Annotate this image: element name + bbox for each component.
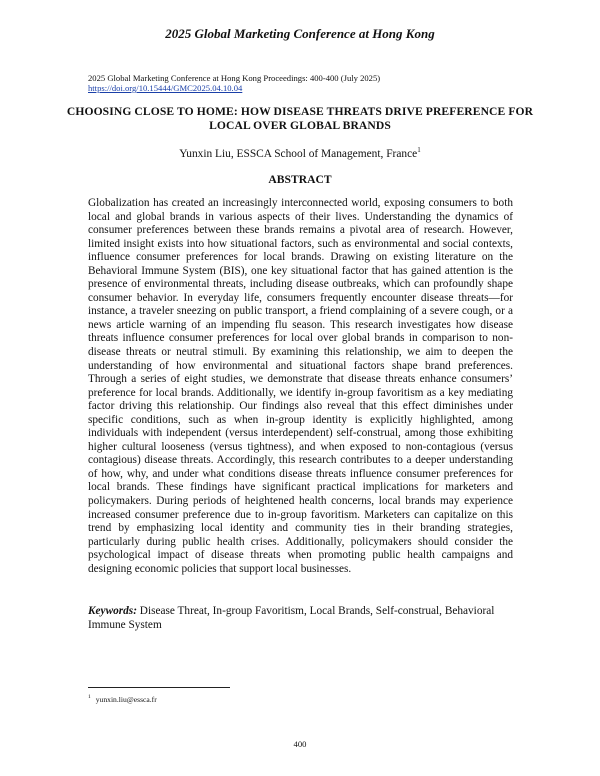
abstract-heading: ABSTRACT (268, 173, 332, 186)
footnote-divider (88, 687, 230, 688)
page-number: 400 (293, 739, 307, 749)
conference-header-title: 2025 Global Marketing Conference at Hong Kong (165, 26, 435, 41)
running-header (0, 0, 600, 56)
footnote-marker: 1 (88, 694, 91, 701)
keywords-section (88, 605, 513, 632)
proceedings-citation: 2025 Global Marketing Conference at Hong Kong Proceedings: 400-400 (July 2025) (88, 73, 381, 83)
footnote-email: yunxin.liu@essca.fr (95, 695, 157, 704)
author-line (0, 148, 600, 160)
keywords-list: Disease Threat, In-group Favoritism, Local Brands, Self-construal, Behavioral Immune System (88, 605, 495, 631)
abstract-body: Globalization has created an increasingly interconnected world, exposing consumers to both local and global brands in various aspects of their lives. Understanding the dynamics of consumer preferences between these brands remains a pivotal area of research. However, limited insight exists into how situational factors, such as environmental and social contexts, influence consumer preferences for local brands. Drawing on existing literature on the Behavioral Immune System (BIS), one key situational factor that has gained attention is the presence of environmental threats, including disease outbreaks, which can profoundly shape consumer behavior. In everyday life, consumers frequently encounter disease threats—for instance, a traveler sneezing on public transport, a friend complaining of a severe cough, or a news article warning of an impending flu season. This research investigates how disease threats influence consumer preferences for local over global brands in comparison to non-disease threats or neutral stimuli. By examining this relationship, we aim to deepen the understanding of how environmental and situational factors shape brand preferences. Through a series of eight studies, we demonstrate that disease threats enhance consumers’ preference for local brands. Additionally, we identify in-group favoritism as a key mediating factor driving this relationship. Our findings also reveal that this effect diminishes under specific conditions, such as when in-group identity is explicitly highlighted, among individuals with independent (versus interdependent) self-construal, among those exhibiting higher cultural looseness (versus tightness), and when exposed to non-contagious (versus contagious) disease threats. Accordingly, this research contributes to a deeper understanding of how, why, and under what conditions disease threats influence consumer preferences for local brands. These findings have significant practical implications for marketers and policymakers. During periods of heightened health concerns, local brands may experience increased consumer preference due to in-group favoritism. Marketers can capitalize on this trend by emphasizing local identity and community ties in their branding strategies, particularly during public health crises. Additionally, policymakers should consider the psychological impact of disease threats when promoting public health campaigns and designing economic policies that support local businesses. (88, 197, 513, 575)
paper-title: CHOOSING CLOSE TO HOME: HOW DISEASE THREATS DRIVE PREFERENCE FOR LOCAL OVER GLOBAL BRANDS (66, 105, 534, 132)
author-footnote-marker: 1 (417, 146, 421, 155)
doi-link[interactable]: https://doi.org/10.15444/GMC2025.04.10.04 (88, 83, 243, 93)
footnote (88, 695, 157, 704)
author-name-affiliation: Yunxin Liu, ESSCA School of Management, France (179, 148, 418, 160)
keywords-label: Keywords: (88, 605, 137, 617)
